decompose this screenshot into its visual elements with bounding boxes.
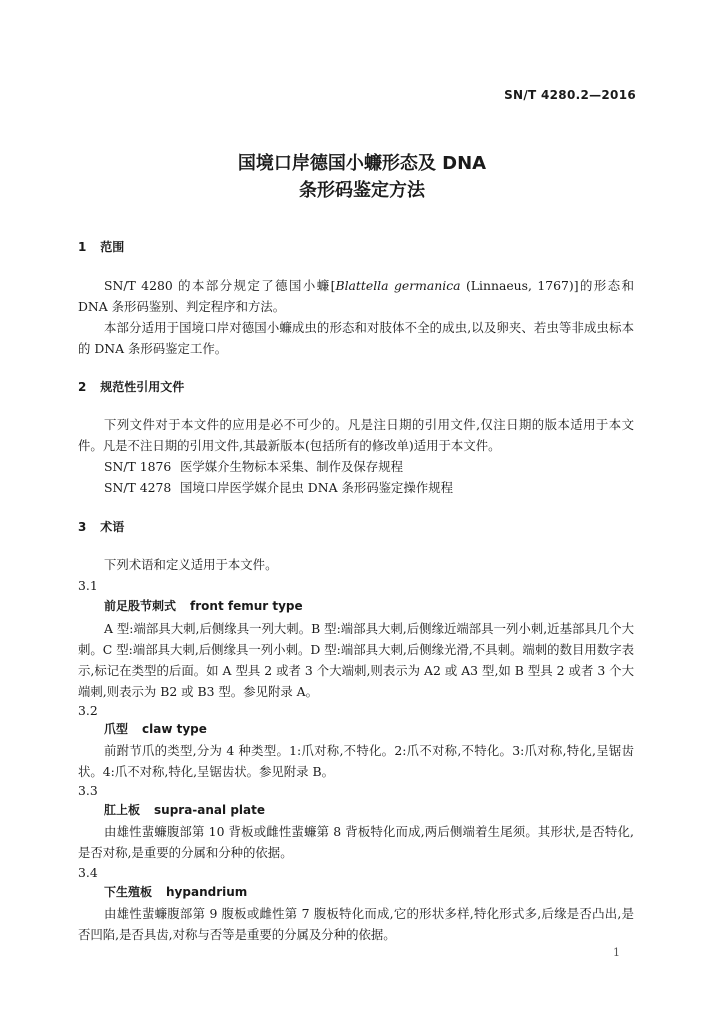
section-number: 1 <box>78 240 87 254</box>
term-number: 3.1 <box>78 578 98 593</box>
section-title: 范围 <box>100 240 125 254</box>
section-3-intro: 下列术语和定义适用于本文件。 <box>104 557 278 572</box>
term-definition: 前跗节爪的类型,分为 4 种类型。1:爪对称,不特化。2:爪不对称,不特化。3:爪对称,特化,呈锯齿状。4:爪不对称,特化,呈锯齿状。参见附录 B。 <box>78 743 634 779</box>
term-heading <box>104 719 207 740</box>
section-title: 规范性引用文件 <box>100 380 185 394</box>
term-en: supra-anal plate <box>154 803 265 817</box>
term-definition: A 型:端部具大刺,后侧缘具一列大刺。B 型:端部具大刺,后侧缘近端部具一列小刺,近基部具几个大刺。C 型:端部具大刺,后侧缘具一列小刺。D 型:端部具大刺,后侧缘光滑,不具刺。端刺的数目用数字表示,标记在类型的后面。如 A 型具 2 或者 3 个大端刺,则表示为 A2 或 A3 型,如 B 型具 2 或者 3 个大端刺,则表示为 B2 或 B3 型。参见附录 A。 <box>78 621 634 699</box>
term-heading <box>104 800 265 821</box>
section-2-heading <box>78 378 184 395</box>
term-en: claw type <box>142 722 207 736</box>
normative-reference <box>104 456 403 477</box>
term-definition: 由雄性蜚蠊腹部第 10 背板或雌性蜚蠊第 8 背板特化而成,两后侧端着生尾须。其形状,是否特化,是否对称,是重要的分属和分种的依据。 <box>78 824 634 860</box>
term-number: 3.3 <box>78 783 98 798</box>
section-title: 术语 <box>100 520 125 534</box>
reference-title: 医学媒介生物标本采集、制作及保存规程 <box>179 459 403 474</box>
document-title-line-2: 条形码鉴定方法 <box>299 180 425 201</box>
term-zh: 前足股节刺式 <box>104 599 177 613</box>
page-number: 1 <box>613 946 620 959</box>
term-zh: 爪型 <box>104 722 129 736</box>
section-1-paragraph-2: 本部分适用于国境口岸对德国小蠊成虫的形态和对肢体不全的成虫,以及卵夹、若虫等非成虫标本的 DNA 条形码鉴定工作。 <box>78 320 634 356</box>
section-1-heading <box>78 238 124 255</box>
section-number: 3 <box>78 520 87 534</box>
reference-title: 国境口岸医学媒介昆虫 DNA 条形码鉴定操作规程 <box>179 480 453 495</box>
term-en: hypandrium <box>166 885 248 899</box>
term-heading <box>104 882 247 903</box>
normative-reference <box>104 477 453 498</box>
section-number: 2 <box>78 380 87 394</box>
reference-code: SN/T 1876 <box>104 459 172 474</box>
document-title-line-1: 国境口岸德国小蠊形态及 DNA <box>237 153 487 174</box>
term-number: 3.4 <box>78 865 98 880</box>
text-run: SN/T 4280 的本部分规定了德国小蠊[ <box>104 278 336 293</box>
section-2-paragraph-1: 下列文件对于本文件的应用是必不可少的。凡是注日期的引用文件,仅注日期的版本适用于本文件。凡是不注日期的引用文件,其最新版本(包括所有的修改单)适用于本文件。 <box>78 417 634 453</box>
reference-code: SN/T 4278 <box>104 480 172 495</box>
term-definition: 由雄性蜚蠊腹部第 9 腹板或雌性第 7 腹板特化而成,它的形状多样,特化形式多,后缘是否凸出,是否凹陷,是否具齿,对称与否等是重要的分属及分种的依据。 <box>78 906 634 942</box>
term-en: front femur type <box>190 599 303 613</box>
term-zh: 肛上板 <box>104 803 141 817</box>
term-zh: 下生殖板 <box>104 885 153 899</box>
text-run: (Linnaeus, 1767)]的形态和 DNA 条形码鉴别、判定程序和方法。 <box>78 278 635 314</box>
term-heading <box>104 596 303 617</box>
standard-code: SN/T 4280.2—2016 <box>504 88 636 102</box>
term-number: 3.2 <box>78 703 98 718</box>
scientific-name: Blattella germanica <box>335 278 461 293</box>
section-3-heading <box>78 518 124 535</box>
section-1-paragraph-1 <box>78 275 634 317</box>
